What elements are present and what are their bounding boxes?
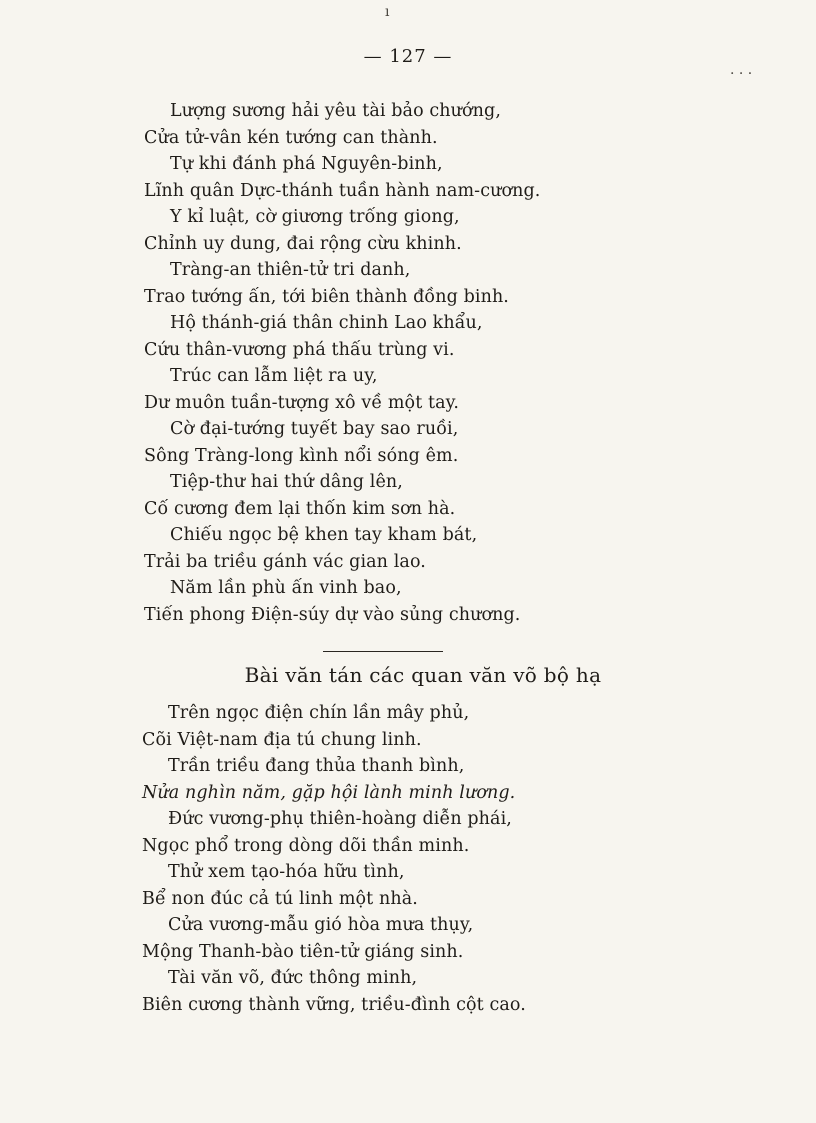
- poem-line: Dư muôn tuần-tượng xô về một tay.: [144, 392, 459, 413]
- poem-line: Lĩnh quân Dực-thánh tuần hành nam-cương.: [144, 180, 541, 201]
- poem-line: Năm lần phù ấn vinh bao,: [170, 578, 402, 598]
- poem-line: Ngọc phổ trong dòng dõi thần minh.: [142, 835, 470, 856]
- poem-line: Trải ba triều gánh vác gian lao.: [144, 551, 426, 572]
- poem-line: Thử xem tạo-hóa hữu tình,: [168, 862, 405, 882]
- poem-line: Tràng-an thiên-tử tri danh,: [170, 260, 411, 280]
- poem-line: Y kỉ luật, cờ giương trống giong,: [170, 207, 460, 227]
- poem-line: Lượng sương hải yêu tài bảo chướng,: [170, 101, 502, 121]
- poem-line: Chỉnh uy dung, đai rộng cừu khinh.: [144, 233, 462, 254]
- poem-line: Đức vương-phụ thiên-hoàng diễn phái,: [168, 809, 512, 829]
- poem-line: Trên ngọc điện chín lần mây phủ,: [168, 703, 470, 723]
- poem-line: Cố cương đem lại thốn kim sơn hà.: [144, 498, 456, 519]
- poem-line: Cờ đại-tướng tuyết bay sao ruồi,: [170, 419, 459, 439]
- poem-line: Cõi Việt-nam địa tú chung linh.: [142, 729, 422, 750]
- poem-line: Mộng Thanh-bào tiên-tử giáng sinh.: [142, 941, 464, 962]
- poem-line: Cứu thân-vương phá thấu trùng vi.: [144, 339, 455, 360]
- poem-line: Tài văn võ, đức thông minh,: [168, 968, 418, 988]
- poem-line: Chiếu ngọc bệ khen tay kham bát,: [170, 525, 478, 545]
- section-title: Bài văn tán các quan văn võ bộ hạ: [244, 663, 602, 687]
- page-number: — 127 —: [363, 46, 453, 67]
- poem-line: Trao tướng ấn, tới biên thành đồng binh.: [144, 286, 509, 307]
- poem-line: Trần triều đang thủa thanh bình,: [168, 756, 465, 776]
- poem-line: Hộ thánh-giá thân chinh Lao khẩu,: [170, 313, 483, 333]
- poem-line: Bể non đúc cả tú linh một nhà.: [142, 888, 418, 909]
- poem-stanza-2: [142, 700, 526, 1018]
- section-divider: [323, 651, 443, 652]
- poem-line: Trúc can lẫm liệt ra uy,: [170, 366, 378, 386]
- poem-line: Tiến phong Điện-súy dự vào sủng chương.: [144, 604, 521, 625]
- poem-line: Tiệp-thư hai thứ dâng lên,: [170, 472, 403, 492]
- poem-line: Cửa vương-mẫu gió hòa mưa thụy,: [168, 915, 474, 935]
- poem-line: Biên cương thành vững, triều-đình cột cao.: [142, 994, 526, 1015]
- poem-line: Nửa nghìn năm, gặp hội lành minh lương.: [142, 782, 516, 803]
- poem-stanza-1: [144, 98, 540, 628]
- scan-speck: · · ·: [730, 66, 753, 82]
- poem-line: Sông Tràng-long kình nổi sóng êm.: [144, 445, 459, 466]
- poem-line: Tự khi đánh phá Nguyên-binh,: [170, 154, 443, 174]
- scan-speck: ı: [385, 4, 390, 20]
- poem-line: Cửa tử-vân kén tướng can thành.: [144, 127, 438, 148]
